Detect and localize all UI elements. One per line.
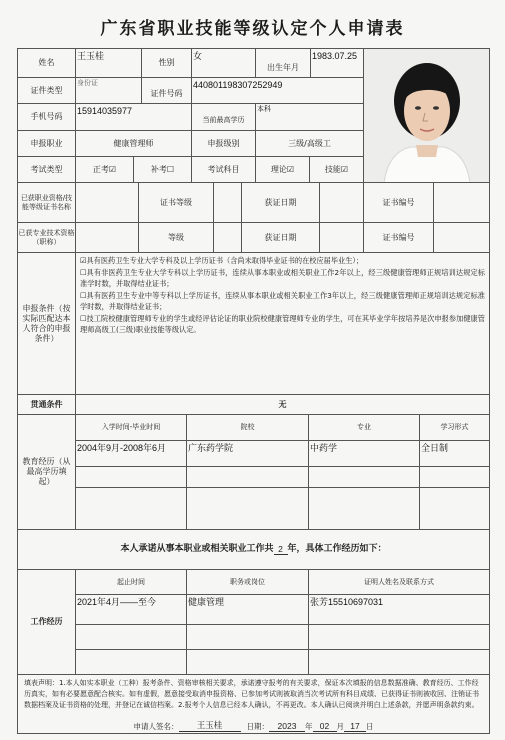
id-no-label: 证件号码 [142, 78, 192, 104]
date-day[interactable]: 17 [344, 721, 366, 732]
cert1-label: 已获职业资格/技能等级证书名称 [18, 183, 76, 223]
exam-type-makeup[interactable]: 补考☐ [134, 157, 192, 183]
commitment-years[interactable]: 2 [274, 544, 288, 556]
work-label: 工作经历 [18, 570, 76, 675]
get-date2-label: 获证日期 [242, 223, 320, 253]
commitment-suffix: 年，具体工作经历如下： [287, 543, 387, 554]
subject-skill[interactable]: 技能☑ [310, 157, 364, 183]
sign-value[interactable]: 王玉桂 [179, 719, 241, 732]
cert-no2-label: 证书编号 [364, 223, 434, 253]
occupation-value[interactable]: 健康管理师 [76, 131, 192, 157]
edu-school-value[interactable]: 广东药学院 [187, 441, 309, 467]
declaration-text: 填表声明：1.本人如实本职业（工种）报考条件、资格审核相关要求，承诺遵守报考的有关要求，保证本次填报的信息数据准确、教育经历、工作经历真实，如有必要愿意配合核实。如有虚假，愿意接受取消申报资格、已参加考试则被取消当次考试所有科目成绩、已获得证书则被收回、注销证书数据档案及证书资格的处理，并登记在诚信档案。2.报考个人信息已经本人确认，不再更改。本人确认已阅读并明白上述条款，并愿声明条款约束。 [24, 679, 479, 710]
signature-row [18, 712, 489, 736]
condition-label: 申报条件（按实际匹配达本人符合的申报条件） [18, 253, 76, 395]
condition-list [76, 253, 490, 395]
work-header-witness: 证明人姓名及联系方式 [309, 570, 490, 595]
edu-empty-cell[interactable] [420, 488, 490, 530]
condition-item[interactable]: ☐具有医药卫生专业中等专科以上学历证书，连续从事本职业或相关职业工作3年以上，经三级健康管理师正规培训达规定标准学时数，并取得结业证书； [80, 290, 485, 312]
work-empty-cell[interactable] [187, 650, 309, 675]
work-header-time: 起止时间 [76, 570, 187, 595]
name-label: 姓名 [18, 49, 76, 78]
work-time-value[interactable]: 2021年4月——至今 [76, 595, 187, 625]
exam-type-label: 考试类型 [18, 157, 76, 183]
edu-empty-cell[interactable] [187, 467, 309, 488]
level-value[interactable]: 三级/高级工 [256, 131, 364, 157]
work-header-post: 职务或岗位 [187, 570, 309, 595]
edu-label: 当前最高学历 [192, 104, 256, 131]
edu-time-value[interactable]: 2004年9月-2008年6月 [76, 441, 187, 467]
cert-level-label: 证书等级 [139, 183, 214, 223]
edu-header-major: 专业 [309, 415, 420, 441]
edu-empty-cell[interactable] [76, 488, 187, 530]
cert1-name-cell[interactable] [76, 183, 139, 223]
subject-theory[interactable]: 理论☑ [256, 157, 310, 183]
sign-label: 申请人签名： [133, 722, 179, 731]
edu-empty-cell[interactable] [309, 467, 420, 488]
work-empty-cell[interactable] [187, 625, 309, 650]
person-photo-icon [364, 49, 490, 183]
edu-header-form: 学习形式 [420, 415, 490, 441]
edu-empty-cell[interactable] [187, 488, 309, 530]
work-witness-value[interactable]: 张芳15510697031 [309, 595, 490, 625]
date-year[interactable]: 2023 [269, 721, 305, 732]
condition-item[interactable]: ☑具有医药卫生专业大学专科及以上学历证书（含尚未取得毕业证书的在校应届毕业生）； [80, 256, 364, 265]
work-empty-cell[interactable] [76, 625, 187, 650]
continuous-label: 贯通条件 [18, 395, 76, 415]
form-title: 广东省职业技能等级认定个人申请表 [100, 19, 405, 39]
cert2-name-cell[interactable] [76, 223, 139, 253]
cert-no-cell[interactable] [434, 183, 490, 223]
day-unit: 日 [366, 722, 374, 731]
id-no-value[interactable]: 440801198307252949 [192, 78, 364, 104]
cert-no-label: 证书编号 [364, 183, 434, 223]
date-month[interactable]: 02 [313, 721, 337, 732]
id-type-label: 证件类型 [18, 78, 76, 104]
birth-value[interactable]: 1983.07.25 [311, 49, 364, 78]
id-type-value[interactable]: 身份证 [76, 78, 142, 104]
exam-type-regular[interactable]: 正考☑ [76, 157, 134, 183]
occupation-label: 申报职业 [18, 131, 76, 157]
level-label: 申报级别 [192, 131, 256, 157]
name-value[interactable]: 王玉桂 [76, 49, 142, 78]
gender-label: 性别 [142, 49, 192, 78]
education-label: 教育经历（从最高学历填起） [18, 415, 76, 530]
phone-label: 手机号码 [18, 104, 76, 131]
commitment-row [18, 530, 490, 570]
work-empty-cell[interactable] [76, 650, 187, 675]
edu-value[interactable]: 本科 [256, 104, 364, 131]
commitment-prefix: 本人承诺从事本职业或相关职业工作共 [120, 543, 274, 554]
work-post-value[interactable]: 健康管理 [187, 595, 309, 625]
date-label: 日期： [246, 722, 269, 731]
edu-empty-cell[interactable] [309, 488, 420, 530]
year-unit: 年 [305, 722, 313, 731]
edu-empty-cell[interactable] [76, 467, 187, 488]
get-date-label: 获证日期 [242, 183, 320, 223]
phone-value[interactable]: 15914035977 [76, 104, 192, 131]
continuous-value[interactable]: 无 [76, 395, 490, 415]
condition-item[interactable]: ☐技工院校健康管理师专业的学生或经评估论证的职业院校健康管理师专业的学生，可在其毕业学年按培养是次申报参加健康管理师高级工(三级)职业技能等级认定。 [80, 313, 485, 335]
cert2-label: 已获专业技术资格（职称） [18, 223, 76, 253]
cert-no2-cell[interactable] [434, 223, 490, 253]
grade-cell[interactable] [214, 223, 242, 253]
edu-header-time: 入学时间-毕业时间 [76, 415, 187, 441]
gender-value[interactable]: 女 [192, 49, 256, 78]
edu-empty-cell[interactable] [420, 467, 490, 488]
work-empty-cell[interactable] [309, 625, 490, 650]
edu-form-value[interactable]: 全日制 [420, 441, 490, 467]
condition-item[interactable]: ☐具有非医药卫生专业大学专科以上学历证书，连续从事本职业或相关职业工作2年以上，经三级健康管理师正规培训达规定标准学时数，并取得结业证书； [80, 267, 485, 289]
birth-label: 出生年月 [256, 49, 311, 78]
edu-major-value[interactable]: 中药学 [309, 441, 420, 467]
month-unit: 月 [336, 722, 344, 731]
get-date2-cell[interactable] [320, 223, 364, 253]
form-grid [17, 48, 490, 734]
grade-label: 等级 [139, 223, 214, 253]
applicant-photo [364, 49, 490, 183]
cert-level-cell[interactable] [214, 183, 242, 223]
subject-label: 考试科目 [192, 157, 256, 183]
edu-header-school: 院校 [187, 415, 309, 441]
get-date-cell[interactable] [320, 183, 364, 223]
work-empty-cell[interactable] [309, 650, 490, 675]
